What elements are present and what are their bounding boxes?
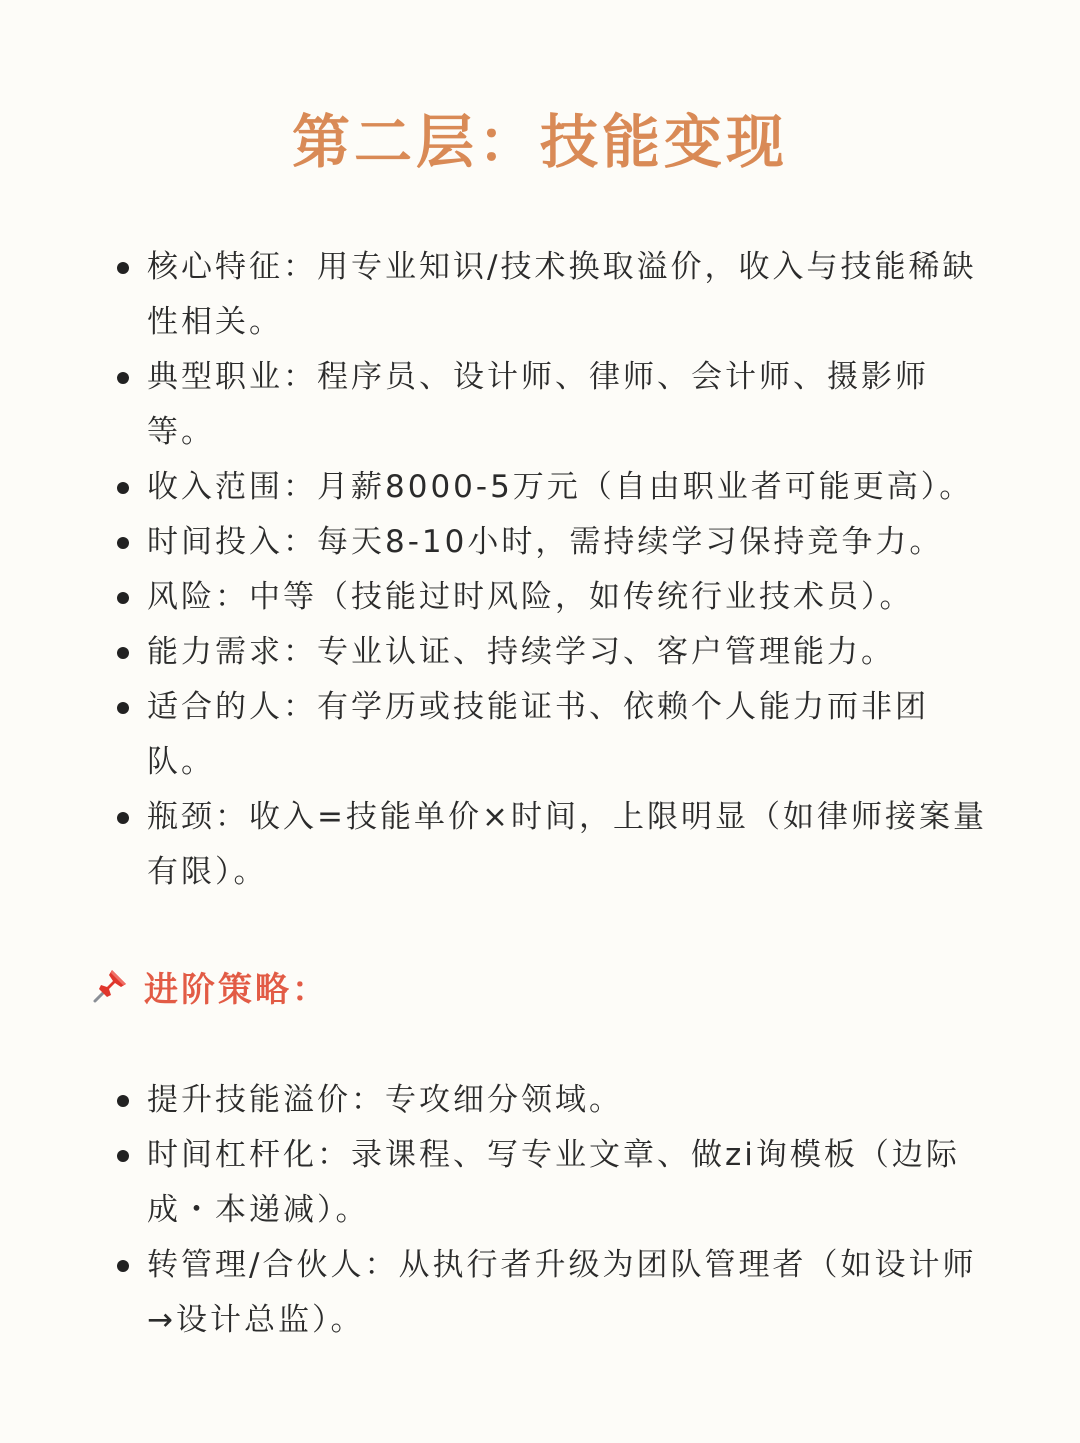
list-item	[110, 240, 990, 350]
list-item	[110, 460, 990, 515]
list-item-text: 典型职业：程序员、设计师、律师、会计师、摄影师等。	[147, 359, 929, 450]
strategy-heading	[90, 958, 329, 1014]
bullet-icon	[117, 537, 129, 549]
list-item-text: 时间杠杆化：录课程、写专业文章、做zi询模板（边际成・本递减）。	[147, 1137, 960, 1228]
strategy-heading-text: 进阶策略：	[144, 969, 329, 1010]
list-item	[110, 515, 990, 570]
list-item	[110, 350, 990, 460]
bullet-icon	[117, 702, 129, 714]
bullet-icon	[117, 1095, 129, 1107]
list-item	[110, 790, 990, 900]
bullet-icon	[117, 1150, 129, 1162]
bullet-icon	[117, 482, 129, 494]
bullet-icon	[117, 262, 129, 274]
list-item	[110, 1073, 990, 1128]
page-title: 第二层：技能变现	[291, 108, 788, 176]
bullet-icon	[117, 1260, 129, 1272]
list-item-text: 瓶颈：收入=技能单价×时间，上限明显（如律师接案量有限）。	[147, 799, 987, 890]
list-item	[110, 570, 990, 625]
list-item	[110, 1238, 990, 1348]
list-item-text: 提升技能溢价：专攻细分领域。	[147, 1082, 623, 1118]
strategy-list	[110, 1073, 990, 1348]
list-item-text: 时间投入：每天8-10小时，需持续学习保持竞争力。	[147, 524, 944, 560]
list-item-text: 核心特征：用专业知识/技术换取溢价，收入与技能稀缺性相关。	[147, 249, 977, 340]
features-list	[110, 240, 990, 900]
bullet-icon	[117, 812, 129, 824]
bullet-icon	[117, 592, 129, 604]
pushpin-icon	[90, 966, 130, 1006]
list-item	[110, 1128, 990, 1238]
list-item-text: 风险：中等（技能过时风险，如传统行业技术员）。	[147, 579, 914, 615]
bullet-icon	[117, 647, 129, 659]
list-item-text: 适合的人：有学历或技能证书、依赖个人能力而非团队。	[147, 689, 929, 780]
list-item-text: 能力需求：专业认证、持续学习、客户管理能力。	[147, 634, 895, 670]
list-item	[110, 680, 990, 790]
list-item	[110, 625, 990, 680]
list-item-text: 收入范围：月薪8000-5万元（自由职业者可能更高）。	[147, 469, 974, 505]
list-item-text: 转管理/合伙人：从执行者升级为团队管理者（如设计师→设计总监）。	[147, 1247, 977, 1338]
bullet-icon	[117, 372, 129, 384]
